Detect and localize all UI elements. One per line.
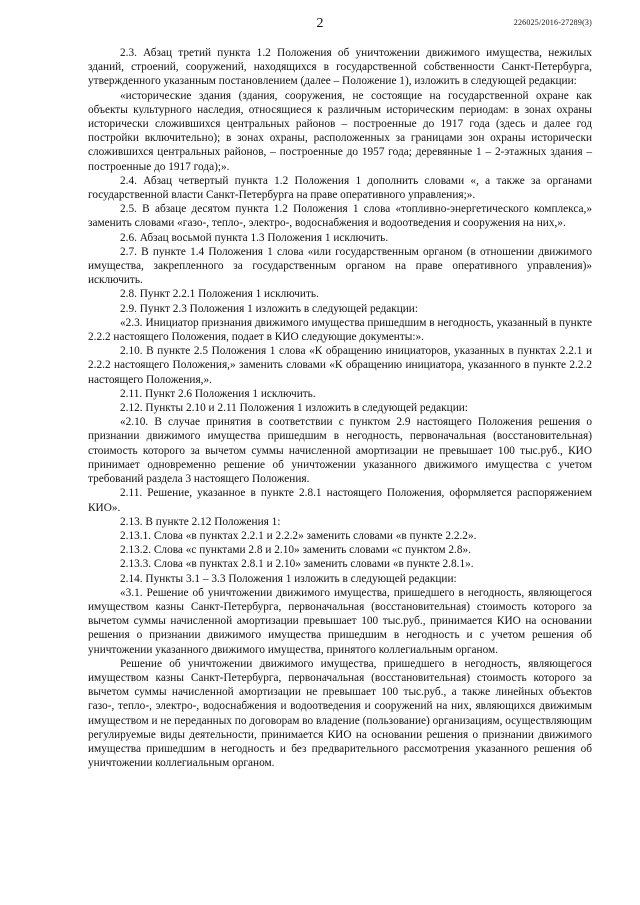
paragraph-2-13: 2.13. В пункте 2.12 Положения 1: — [120, 515, 281, 528]
paragraph-2-4: 2.4. Абзац четвертый пункта 1.2 Положения 1 дополнить словами «, а также за органами государственной власти Санкт-Петербурга на праве оперативного управления;». — [88, 174, 592, 202]
paragraph-2-13-1: 2.13.1. Слова «в пунктах 2.2.1 и 2.2.2» заменить словами «в пункте 2.2.2». — [120, 529, 477, 542]
paragraph-2-13-2: 2.13.2. Слова «с пунктами 2.8 и 2.10» заменить словами «с пунктом 2.8». — [120, 544, 471, 557]
paragraph-2-3: 2.3. Абзац третий пункта 1.2 Положения об уничтожении движимого имущества, нежилых зданий, строений, сооружений, находящихся в государственной собственности Санкт-Петербурга, утвержденного указанным постановлением (далее – Положение 1), изложить в следующей редакции: — [88, 47, 592, 88]
document-code: 226025/2016-27289(3) — [513, 18, 592, 27]
paragraph-2-14-quote-3-1: «3.1. Решение об уничтожении движимого имущества, пришедшего в негодность, являющегося имуществом казны Санкт-Петербурга, первоначальная (восстановительная) стоимость которого за вычетом суммы начисленной амортизации превышает 100 тыс.руб., принимается КИО на основании решения о признании движимого имущества пришедшим в негодность и с учетом решения об уничтожении указанного движимого имущества, принятого коллегиальным органом. — [88, 586, 592, 656]
paragraph-2-12: 2.12. Пункты 2.10 и 2.11 Положения 1 изложить в следующей редакции: — [120, 402, 468, 415]
paragraph-2-14-quote-3-1-cont: Решение об уничтожении движимого имущества, пришедшего в негодность, являющегося имуществом казны Санкт-Петербурга, первоначальная (восстановительная) стоимость которого за вычетом суммы начисленной амортизации не превышает 100 тыс.руб., а также линейных объектов газо-, тепло-, электро-, водоснабжения и водоотведения и сооружений на них, являющихся движимым имуществом и не переданных по договорам во владение (пользование) организациям, осуществляющим регулируемые виды деятельности, принимается КИО на основании решения о признании движимого имущества пришедшим в негодность и без предварительного рассмотрения указанного решения об уничтожении коллегиальным органом. — [88, 657, 592, 770]
paragraph-2-7: 2.7. В пункте 1.4 Положения 1 слова «или государственным органом (в отношении движимого имущества, закрепленного за государственным органом на праве оперативного управления)» исключить. — [88, 245, 592, 287]
paragraph-2-11: 2.11. Пункт 2.6 Положения 1 исключить. — [120, 387, 316, 400]
page-number: 2 — [316, 16, 324, 31]
paragraph-2-6: 2.6. Абзац восьмой пункта 1.3 Положения 1 исключить. — [120, 231, 389, 244]
paragraph-2-8: 2.8. Пункт 2.2.1 Положения 1 исключить. — [120, 288, 319, 301]
paragraph-2-5: 2.5. В абзаце десятом пункта 1.2 Положения 1 слова «топливно-энергетического комплекса,» заменить словами «газо-, тепло-, электро-, водоснабжения и водоотведения и сооружения на них,». — [88, 203, 592, 230]
document-body — [88, 46, 592, 770]
paragraph-2-10: 2.10. В пункте 2.5 Положения 1 слова «К обращению инициаторов, указанных в пунктах 2.2.1 и 2.2.2 настоящего Положения,» заменить словами «К обращению инициатора, указанного в пункте 2.2.2 настоящего Положения,». — [88, 345, 592, 386]
paragraph-2-9-quote: «2.3. Инициатор признания движимого имущества пришедшим в негодность, указанный в пункте 2.2.2 настоящего Положения, подает в КИО следующие документы:». — [88, 316, 592, 344]
paragraph-2-9: 2.9. Пункт 2.3 Положения 1 изложить в следующей редакции: — [120, 302, 418, 315]
paragraph-2-12-quote-2-11: 2.11. Решение, указанное в пункте 2.8.1 настоящего Положения, оформляется распоряжением КИО». — [88, 487, 592, 514]
paragraph-2-14: 2.14. Пункты 3.1 – 3.3 Положения 1 изложить в следующей редакции: — [120, 572, 457, 585]
paragraph-2-13-3: 2.13.3. Слова «в пунктах 2.8.1 и 2.10» заменить словами «в пункте 2.8.1». — [120, 558, 474, 571]
paragraph-2-12-quote-2-10: «2.10. В случае принятия в соответствии с пунктом 2.9 настоящего Положения решения о признании движимого имущества пришедшим в негодность, первоначальная (восстановительная) стоимость которого за вычетом суммы начисленной амортизации не превышает 100 тыс.руб., КИО принимает одновременно решение об уничтожении указанного движимого имущества с учетом требований раздела 3 настоящего Положения. — [88, 416, 592, 486]
paragraph-2-3-quote: «исторические здания (здания, сооружения, не состоящие на государственной охране как объекты культурного наследия, относящиеся к различным историческим периодам: в зонах охраны исторически сложившихся центральных районов – построенные до 1917 года (здесь и далее год постройки включительно); в зонах охраны, расположенных за границами зон охраны исторически сложившихся центральных районов, – построенные до 1957 года; деревянные 1 – 2-этажных здания – построенные до 1917 года);». — [88, 89, 592, 173]
